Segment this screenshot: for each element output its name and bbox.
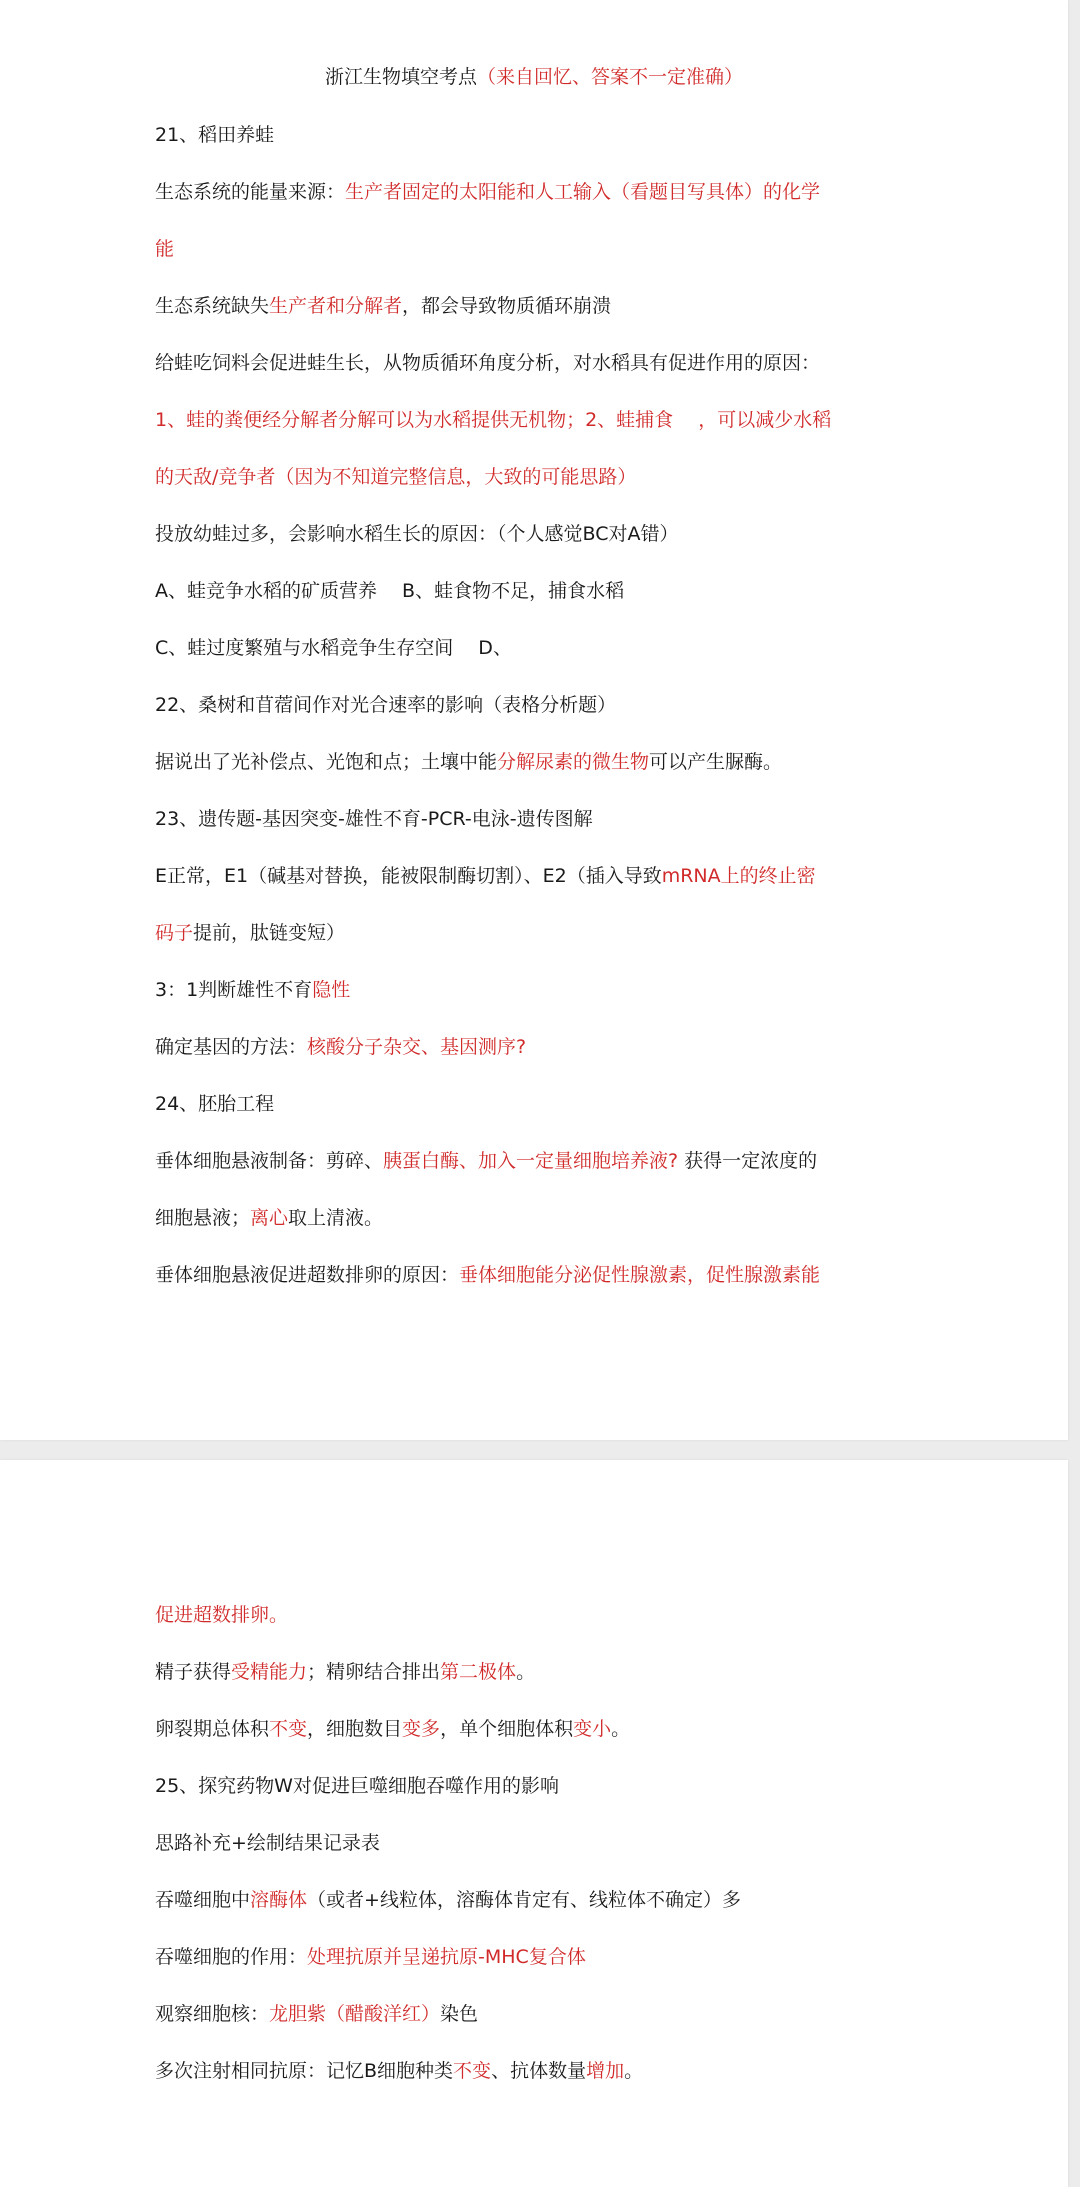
text-line xyxy=(155,462,915,492)
document-page-2 xyxy=(0,1460,1068,2187)
body-text: 22、桑树和苜蓿间作对光合速率的影响（表格分析题） xyxy=(155,694,617,716)
body-text: 多次注射相同抗原：记忆B细胞种类 xyxy=(155,2060,454,2082)
body-text: 精子获得 xyxy=(155,1661,232,1683)
body-text: E正常，E1（碱基对替换，能被限制酶切割）、E2（插入导致 xyxy=(155,865,662,887)
text-line xyxy=(155,348,915,378)
body-text: 卵裂期总体积 xyxy=(155,1718,270,1740)
body-text: 生态系统缺失 xyxy=(155,295,270,317)
text-line xyxy=(155,1203,915,1233)
highlighted-answer-text: 生产者和分解者 xyxy=(269,295,403,317)
text-line xyxy=(155,234,915,264)
body-text: 。 xyxy=(611,1718,631,1740)
highlighted-answer-text: 的天敌/竞争者（因为不知道完整信息，大致的可能思路） xyxy=(155,466,637,488)
text-line xyxy=(155,690,915,720)
text-line xyxy=(155,405,915,435)
text-line xyxy=(155,120,915,150)
text-line xyxy=(155,804,915,834)
body-text: ；精卵结合排出 xyxy=(307,1661,441,1683)
highlighted-answer-text: （来自回忆、答案不一定准确） xyxy=(477,66,744,88)
highlighted-answer-text: 不变 xyxy=(269,1718,308,1740)
highlighted-answer-text: 龙胆紫（醋酸洋红） xyxy=(269,2003,441,2025)
highlighted-answer-text: 变小 xyxy=(573,1718,612,1740)
body-text: 、抗体数量 xyxy=(491,2060,587,2082)
text-line xyxy=(155,633,915,663)
highlighted-answer-text: 1、蛙的粪便经分解者分解可以为水稻提供无机物；2、蛙捕食 ，可以减少水稻 xyxy=(155,409,832,431)
text-line xyxy=(155,1032,915,1062)
highlighted-answer-text: 码子 xyxy=(155,922,194,944)
text-line xyxy=(155,918,915,948)
body-text: ，单个细胞体积 xyxy=(440,1718,574,1740)
text-line xyxy=(155,177,915,207)
body-text: 取上清液。 xyxy=(288,1207,384,1229)
text-line xyxy=(155,861,915,891)
text-line xyxy=(155,519,915,549)
highlighted-answer-text: 不变 xyxy=(453,2060,492,2082)
text-line xyxy=(155,1714,915,1744)
body-text: 生态系统的能量来源： xyxy=(155,181,346,203)
text-line xyxy=(155,576,915,606)
text-line xyxy=(155,747,915,777)
highlighted-answer-text: 促进超数排卵。 xyxy=(155,1604,289,1626)
body-text: 3：1判断雄性不育 xyxy=(155,979,313,1001)
highlighted-answer-text: 核酸分子杂交、基因测序? xyxy=(307,1036,527,1058)
body-text: 投放幼蛙过多，会影响水稻生长的原因：（个人感觉BC对A错） xyxy=(155,523,679,545)
body-text: 细胞悬液； xyxy=(155,1207,251,1229)
text-line xyxy=(155,1828,915,1858)
highlighted-answer-text: 胰蛋白酶、加入一定量细胞培养液? xyxy=(383,1150,679,1172)
body-text: 给蛙吃饲料会促进蛙生长，从物质循环角度分析，对水稻具有促进作用的原因： xyxy=(155,352,821,374)
body-text: 24、胚胎工程 xyxy=(155,1093,275,1115)
text-line xyxy=(155,1885,915,1915)
body-text: 据说出了光补偿点、光饱和点；土壤中能 xyxy=(155,751,498,773)
body-text: 21、稻田养蛙 xyxy=(155,124,275,146)
body-text: ，都会导致物质循环崩溃 xyxy=(402,295,612,317)
body-text: 可以产生脲酶。 xyxy=(649,751,783,773)
text-line xyxy=(155,1999,915,2029)
highlighted-answer-text: 变多 xyxy=(402,1718,441,1740)
highlighted-answer-text: 分解尿素的微生物 xyxy=(497,751,650,773)
text-line xyxy=(155,1146,915,1176)
text-line xyxy=(155,1771,915,1801)
text-line xyxy=(155,1600,915,1630)
body-text: 观察细胞核： xyxy=(155,2003,270,2025)
text-line xyxy=(155,1089,915,1119)
body-text: A、蛙竞争水稻的矿质营养 B、蛙食物不足，捕食水稻 xyxy=(155,580,625,602)
highlighted-answer-text: 受精能力 xyxy=(231,1661,308,1683)
body-text: C、蛙过度繁殖与水稻竞争生存空间 D、 xyxy=(155,637,512,659)
text-line xyxy=(155,1260,915,1290)
body-text: ，细胞数目 xyxy=(307,1718,403,1740)
highlighted-answer-text: 处理抗原并呈递抗原-MHC复合体 xyxy=(307,1946,586,1968)
body-text: 垂体细胞悬液促进超数排卵的原因： xyxy=(155,1264,460,1286)
highlighted-answer-text: 生产者固定的太阳能和人工输入（看题目写具体）的化学 xyxy=(345,181,821,203)
body-text: 25、探究药物W对促进巨噬细胞吞噬作用的影响 xyxy=(155,1775,559,1797)
body-text: 确定基因的方法： xyxy=(155,1036,308,1058)
body-text: 提前，肽链变短） xyxy=(193,922,346,944)
body-text: 。 xyxy=(516,1661,536,1683)
body-text: 垂体细胞悬液制备：剪碎、 xyxy=(155,1150,384,1172)
text-line xyxy=(155,1657,915,1687)
body-text: 23、遗传题-基因突变-雄性不育-PCR-电泳-遗传图解 xyxy=(155,808,593,830)
body-text: 。 xyxy=(624,2060,644,2082)
highlighted-answer-text: 隐性 xyxy=(312,979,351,1001)
text-line xyxy=(155,291,915,321)
body-text: 吞噬细胞中 xyxy=(155,1889,251,1911)
body-text: 获得一定浓度的 xyxy=(678,1150,818,1172)
text-line xyxy=(155,2056,915,2086)
body-text: 思路补充+绘制结果记录表 xyxy=(155,1832,380,1854)
highlighted-answer-text: mRNA上的终止密 xyxy=(661,865,816,887)
highlighted-answer-text: 溶酶体 xyxy=(250,1889,308,1911)
body-text: 染色 xyxy=(440,2003,479,2025)
body-text: （或者+线粒体，溶酶体肯定有、线粒体不确定）多 xyxy=(307,1889,741,1911)
highlighted-answer-text: 第二极体 xyxy=(440,1661,517,1683)
highlighted-answer-text: 离心 xyxy=(250,1207,289,1229)
text-line xyxy=(155,975,915,1005)
body-text: 吞噬细胞的作用： xyxy=(155,1946,308,1968)
highlighted-answer-text: 增加 xyxy=(586,2060,625,2082)
highlighted-answer-text: 能 xyxy=(155,238,175,260)
text-line xyxy=(155,1942,915,1972)
highlighted-answer-text: 垂体细胞能分泌促性腺激素，促性腺激素能 xyxy=(459,1264,821,1286)
body-text: 浙江生物填空考点 xyxy=(324,66,477,88)
document-title xyxy=(0,62,1068,92)
